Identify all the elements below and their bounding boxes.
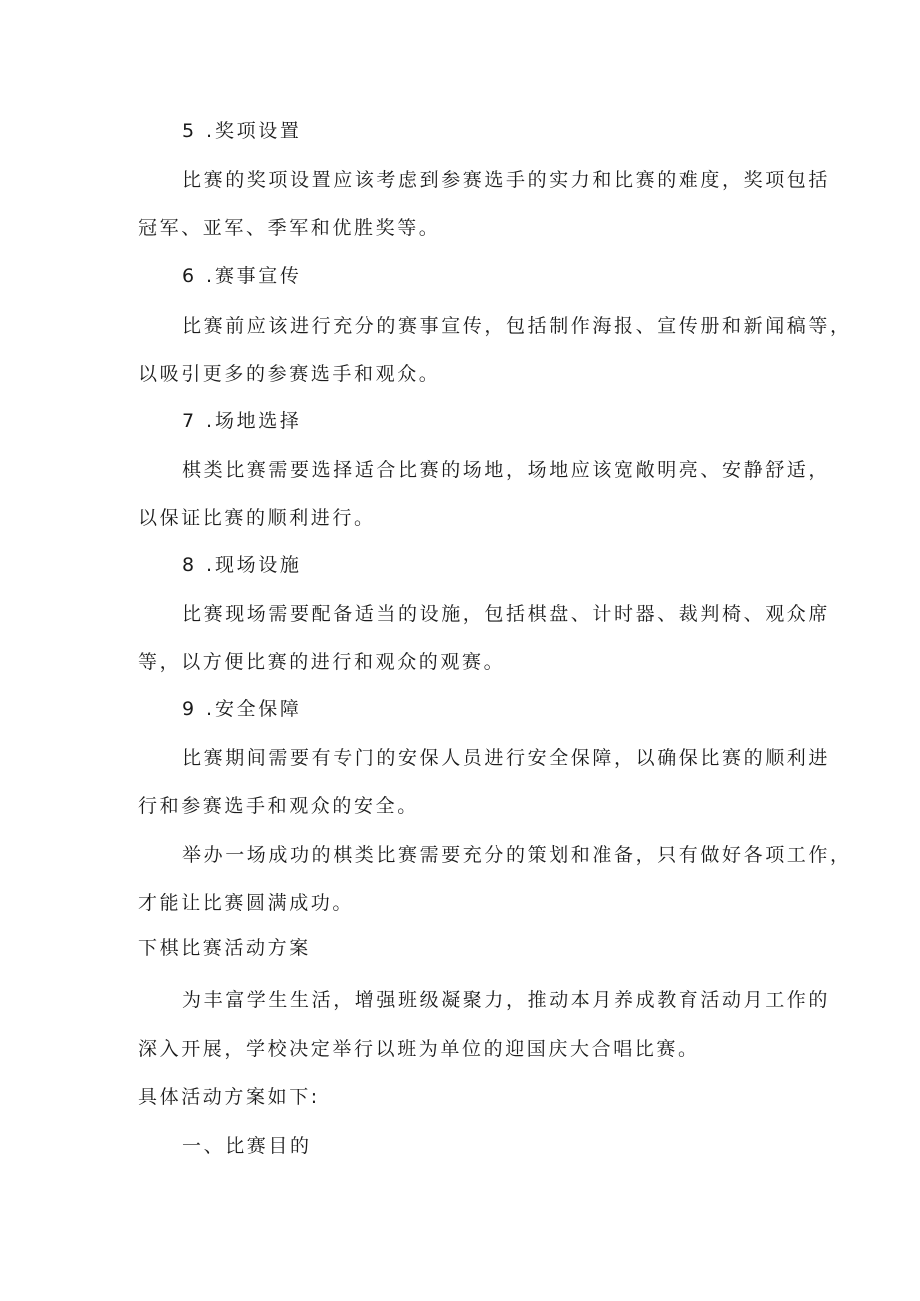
section-heading-6: [182, 263, 301, 289]
paragraph-line: 以保证比赛的顺利进行。: [138, 507, 376, 529]
section-heading-9: [182, 696, 301, 722]
section-number: 9: [182, 698, 195, 720]
paragraph-line: 比赛期间需要有专门的安保人员进行安全保障，以确保比赛的顺利进: [182, 747, 831, 769]
paragraph-line: 等，以方便比赛的进行和观众的观赛。: [138, 651, 506, 673]
section-title: 场地选择: [215, 410, 302, 432]
paragraph-line: 比赛现场需要配备适当的设施，包括棋盘、计时器、裁判椅、观众席: [182, 603, 831, 625]
section-title: 安全保障: [215, 698, 302, 720]
section-title: 赛事宣传: [215, 265, 302, 287]
section-number: 6: [182, 265, 195, 287]
document-title: 下棋比赛活动方案: [138, 937, 311, 959]
paragraph-line: 以吸引更多的参赛选手和观众。: [138, 363, 441, 385]
paragraph-line: 行和参赛选手和观众的安全。: [138, 795, 419, 817]
subheading-purpose: 一、比赛目的: [182, 1135, 312, 1157]
section-dot: .: [206, 120, 213, 142]
section-title: 现场设施: [215, 554, 302, 576]
section-title: 奖项设置: [215, 120, 302, 142]
section-heading-8: [182, 552, 301, 578]
paragraph-line: 冠军、亚军、季军和优胜奖等。: [138, 217, 441, 239]
intro-paragraph-line: 为丰富学生生活，增强班级凝聚力，推动本月养成教育活动月工作的: [182, 989, 831, 1011]
paragraph-line: 比赛前应该进行充分的赛事宣传，包括制作海报、宣传册和新闻稿等，: [182, 315, 852, 337]
section-dot: .: [206, 554, 213, 576]
section-number: 5: [182, 120, 195, 142]
section-dot: .: [206, 265, 213, 287]
paragraph-line: 棋类比赛需要选择适合比赛的场地，场地应该宽敞明亮、安静舒适，: [182, 459, 831, 481]
section-number: 8: [182, 554, 195, 576]
intro-paragraph-line: 深入开展，学校决定举行以班为单位的迎国庆大合唱比赛。: [138, 1038, 700, 1060]
plan-label: 具体活动方案如下:: [138, 1086, 320, 1108]
closing-paragraph-line: 才能让比赛圆满成功。: [138, 892, 355, 914]
section-number: 7: [182, 410, 195, 432]
section-heading-7: [182, 408, 301, 434]
section-dot: .: [206, 698, 213, 720]
closing-paragraph-line: 举办一场成功的棋类比赛需要充分的策划和准备，只有做好各项工作，: [182, 844, 852, 866]
section-dot: .: [206, 410, 213, 432]
section-heading-5: [182, 118, 301, 144]
paragraph-line: 比赛的奖项设置应该考虑到参赛选手的实力和比赛的难度，奖项包括: [182, 169, 831, 191]
